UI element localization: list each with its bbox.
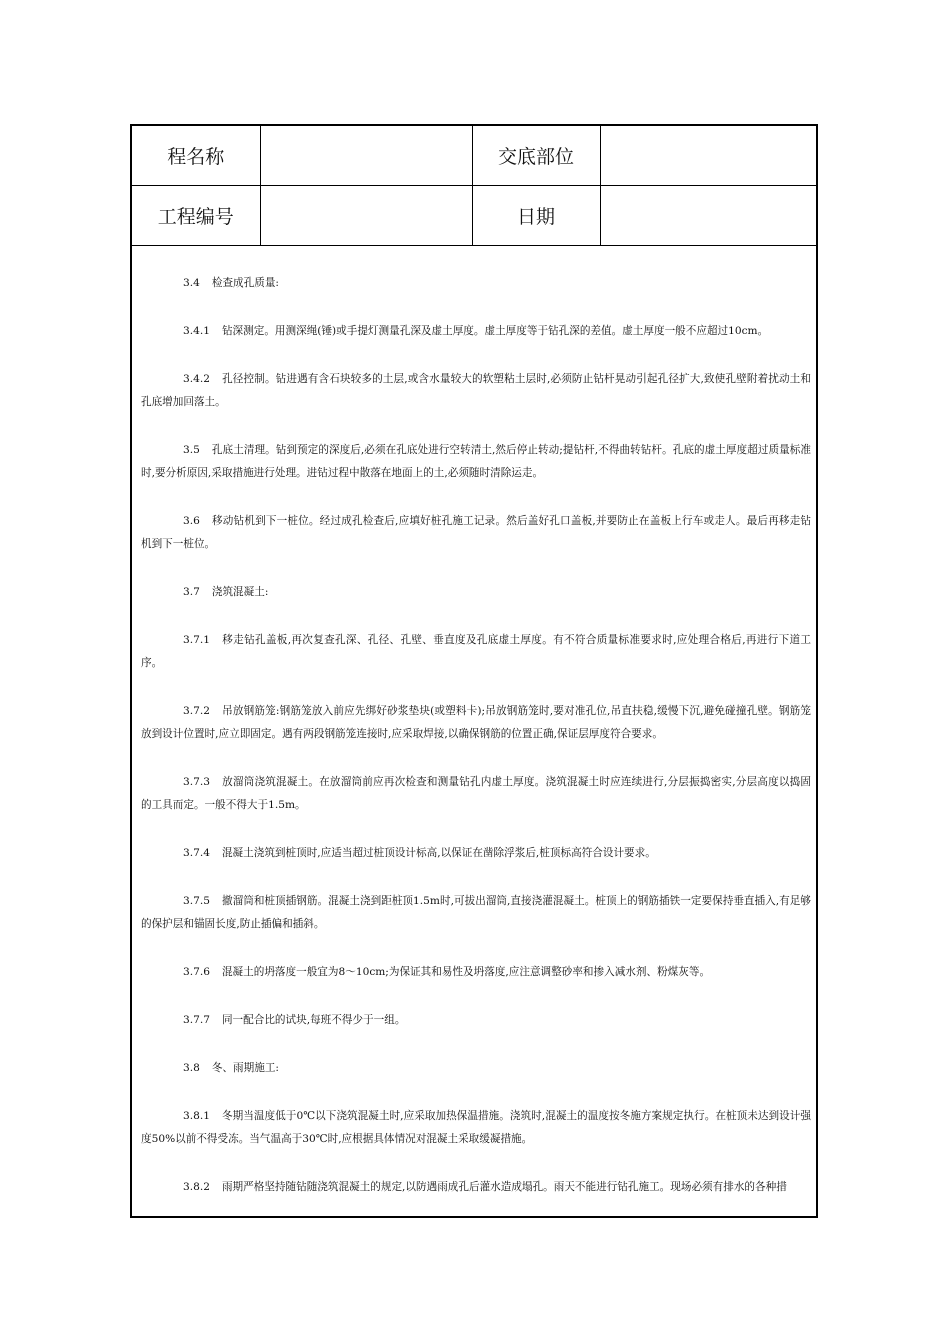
paragraph-text: 冬、雨期施工: <box>211 1062 279 1074</box>
header-row-1 <box>132 126 818 186</box>
paragraph-text: 撤溜筒和桩顶插钢筋。混凝土浇到距桩顶1.5m时,可拔出溜筒,直接浇灌混凝土。桩顶上的钢筋插铁一定要保持垂直插入,有足够的保护层和锚固长度,防止插偏和插斜。 <box>141 895 811 930</box>
section-number: 3.4 <box>183 277 200 289</box>
paragraph-3-7-4 <box>141 842 811 865</box>
paragraph-3-7-5 <box>141 890 811 936</box>
paragraph-text: 混凝土浇筑到桩顶时,应适当超过桩顶设计标高,以保证在凿除浮浆后,桩顶标高符合设计要求。 <box>221 847 656 859</box>
paragraph-text: 孔径控制。钻进遇有含石块较多的土层,或含水量较大的软塑粘土层时,必须防止钻杆晃动引起孔径扩大,致使孔壁附着扰动土和孔底增加回落土。 <box>141 373 811 408</box>
paragraph-text: 孔底土清理。钻到预定的深度后,必须在孔底处进行空转清土,然后停止转动;提钻杆,不得曲转钻杆。孔底的虚土厚度超过质量标准时,要分析原因,采取措施进行处理。进钻过程中散落在地面上的土,必须随时清除运走。 <box>141 444 811 479</box>
paragraph-3-7 <box>141 581 811 604</box>
paragraph-text: 雨期严格坚持随钻随浇筑混凝土的规定,以防遇雨成孔后灌水造成塌孔。雨天不能进行钻孔施工。现场必须有排水的各种措 <box>221 1181 787 1193</box>
header-table <box>132 126 818 246</box>
paragraph-3-8-1 <box>141 1105 811 1151</box>
paragraph-3-8 <box>141 1057 811 1080</box>
project-name-value[interactable] <box>260 126 472 186</box>
paragraph-text: 混凝土的坍落度一般宜为8～10cm;为保证其和易性及坍落度,应注意调整砂率和掺入减水剂、粉煤灰等。 <box>221 966 711 978</box>
section-number: 3.7.4 <box>183 847 210 859</box>
section-number: 3.7.7 <box>183 1014 210 1026</box>
date-label: 日期 <box>472 186 600 246</box>
section-number: 3.5 <box>183 444 200 456</box>
paragraph-text: 检查成孔质量: <box>211 277 279 289</box>
section-number: 3.7.6 <box>183 966 210 978</box>
disclosure-location-value[interactable] <box>600 126 818 186</box>
section-number: 3.4.2 <box>183 373 210 385</box>
paragraph-3-4-1 <box>141 320 811 343</box>
section-number: 3.6 <box>183 515 200 527</box>
paragraph-3-8-2 <box>141 1176 811 1199</box>
paragraph-text: 移动钻机到下一桩位。经过成孔检查后,应填好桩孔施工记录。然后盖好孔口盖板,并要防止在盖板上行车或走人。最后再移走钻机到下一桩位。 <box>141 515 811 550</box>
paragraph-text: 浇筑混凝土: <box>211 586 269 598</box>
paragraph-3-4-2 <box>141 368 811 414</box>
project-number-label: 工程编号 <box>132 186 260 246</box>
section-number: 3.8.1 <box>183 1110 210 1122</box>
paragraph-3-7-2 <box>141 700 811 746</box>
section-number: 3.7.3 <box>183 776 210 788</box>
project-name-label: 程名称 <box>132 126 260 186</box>
paragraph-text: 吊放钢筋笼:钢筋笼放入前应先绑好砂浆垫块(或塑料卡);吊放钢筋笼时,要对准孔位,吊直扶稳,缓慢下沉,避免碰撞孔壁。钢筋笼放到设计位置时,应立即固定。遇有两段钢筋笼连接时,应采取焊接,以确保钢筋的位置正确,保证层厚度符合要求。 <box>141 705 811 740</box>
paragraph-text: 移走钻孔盖板,再次复查孔深、孔径、孔壁、垂直度及孔底虚土厚度。有不符合质量标准要求时,应处理合格后,再进行下道工序。 <box>141 634 811 669</box>
paragraph-3-7-1 <box>141 629 811 675</box>
section-number: 3.4.1 <box>183 325 210 337</box>
section-number: 3.8 <box>183 1062 200 1074</box>
section-number: 3.7.2 <box>183 705 210 717</box>
section-number: 3.8.2 <box>183 1181 210 1193</box>
paragraph-text: 钻深测定。用测深绳(锤)或手提灯测量孔深及虚土厚度。虚土厚度等于钻孔深的差值。虚土厚度一般不应超过10cm。 <box>221 325 769 337</box>
paragraph-3-7-6 <box>141 961 811 984</box>
date-value[interactable] <box>600 186 818 246</box>
section-number: 3.7.5 <box>183 895 210 907</box>
paragraph-3-7-7 <box>141 1009 811 1032</box>
section-number: 3.7 <box>183 586 200 598</box>
paragraph-3-6 <box>141 510 811 556</box>
paragraph-text: 冬期当温度低于0℃以下浇筑混凝土时,应采取加热保温措施。浇筑时,混凝土的温度按冬施方案规定执行。在桩顶未达到设计强度50%以前不得受冻。当气温高于30℃时,应根据具体情况对混凝土采取缓凝措施。 <box>141 1110 811 1145</box>
project-number-value[interactable] <box>260 186 472 246</box>
paragraph-3-5 <box>141 439 811 485</box>
document-frame <box>130 124 818 1218</box>
section-number: 3.7.1 <box>183 634 210 646</box>
paragraph-text: 同一配合比的试块,每班不得少于一组。 <box>221 1014 406 1026</box>
header-row-2 <box>132 186 818 246</box>
paragraph-3-7-3 <box>141 771 811 817</box>
paragraph-3-4 <box>141 272 811 295</box>
paragraph-text: 放溜筒浇筑混凝土。在放溜筒前应再次检查和测量钻孔内虚土厚度。浇筑混凝土时应连续进行,分层振捣密实,分层高度以捣固的工具而定。一般不得大于1.5m。 <box>141 776 811 811</box>
disclosure-location-label: 交底部位 <box>472 126 600 186</box>
body-content <box>141 272 811 1224</box>
